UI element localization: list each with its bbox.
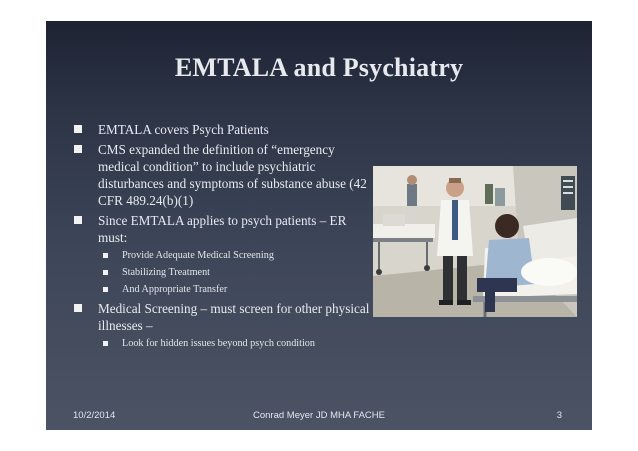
bullet-item xyxy=(70,300,370,334)
slide xyxy=(46,21,592,430)
bullet-square-icon xyxy=(74,145,82,153)
bullet-item xyxy=(70,212,370,246)
footer-date: 10/2/2014 xyxy=(73,410,116,421)
sub-bullet-item xyxy=(70,249,370,263)
sub-bullet-text: Look for hidden issues beyond psych condition xyxy=(122,338,315,349)
footer-author: Conrad Meyer JD MHA FACHE xyxy=(253,410,385,421)
bullet-square-icon xyxy=(74,304,82,312)
sub-bullet-square-icon xyxy=(103,253,108,258)
bullet-text: Medical Screening – must screen for other physical illnesses – xyxy=(98,301,370,333)
sub-bullet-text: Stabilizing Treatment xyxy=(122,267,211,278)
sub-bullet-square-icon xyxy=(103,287,108,292)
sub-bullet-square-icon xyxy=(103,341,108,346)
bullet-text: Since EMTALA applies to psych patients – ER must: xyxy=(98,213,347,245)
sub-bullet-text: And Appropriate Transfer xyxy=(122,284,228,295)
sub-bullet-item xyxy=(70,337,370,351)
bullet-list xyxy=(70,121,370,354)
bullet-square-icon xyxy=(74,216,82,224)
sub-bullet-item xyxy=(70,283,370,297)
footer-page-number: 3 xyxy=(556,410,562,421)
bullet-square-icon xyxy=(74,125,82,133)
bullet-item xyxy=(70,141,370,209)
sub-bullet-text: Provide Adequate Medical Screening xyxy=(122,250,274,261)
sub-bullet-item xyxy=(70,266,370,280)
bullet-item xyxy=(70,121,370,138)
sub-bullet-square-icon xyxy=(103,270,108,275)
hospital-corridor-photo xyxy=(373,166,577,317)
bullet-text: CMS expanded the definition of “emergency medical condition” to include psychiatric disturbances and symptoms of substance abuse (42 CFR 489.24(b)(1) xyxy=(98,142,367,208)
photo-illustration xyxy=(373,166,577,317)
slide-title: EMTALA and Psychiatry xyxy=(174,53,464,82)
bullet-text: EMTALA covers Psych Patients xyxy=(98,122,269,137)
